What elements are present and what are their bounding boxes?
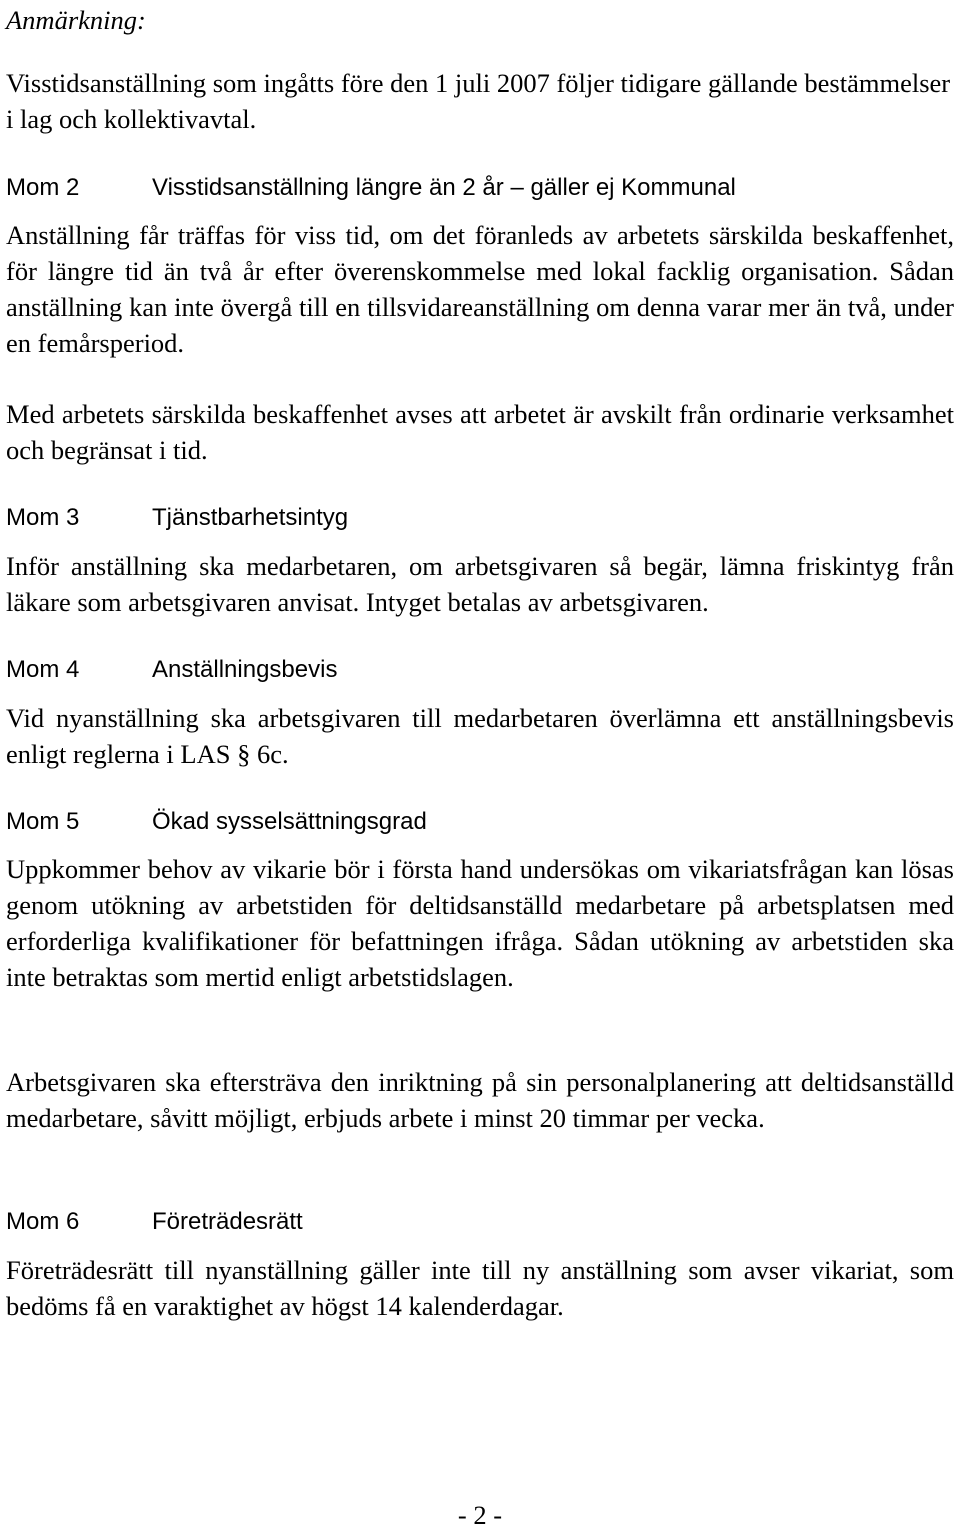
- section-heading-mom3: [6, 500, 348, 536]
- note-title: Anmärkning:: [6, 5, 146, 35]
- section-heading-mom2: [6, 170, 736, 206]
- section-number: Mom 2: [6, 174, 80, 201]
- section-title: Anställningsbevis: [152, 656, 338, 683]
- section-paragraph: Uppkommer behov av vikarie bör i första hand undersökas om vikariatsfrågan kan lösas genom utökning av arbetstiden för deltidsanställd medarbetare på arbetsplatsen med erforderliga kvalifikationer för befattningen ifråga. Sådan utökning av arbetstiden ska inte betraktas som mertid enligt arbetstidslagen.: [6, 854, 954, 992]
- section-number: Mom 4: [6, 656, 80, 683]
- note-text: Visstidsanställning som ingåtts före den 1 juli 2007 följer tidigare gällande bestämmelser i lag och kollektivavtal.: [6, 68, 951, 134]
- section-number: Mom 6: [6, 1208, 80, 1235]
- section-paragraph: Vid nyanställning ska arbetsgivaren till medarbetaren överlämna ett anställningsbevis enligt reglerna i LAS § 6c.: [6, 703, 954, 769]
- section-title: Visstidsanställning längre än 2 år – gäller ej Kommunal: [152, 174, 736, 201]
- section-heading-mom6: [6, 1204, 303, 1240]
- section-number: Mom 3: [6, 504, 80, 531]
- section-paragraph: Inför anställning ska medarbetaren, om arbetsgivaren så begär, lämna friskintyg från läkare som arbetsgivaren anvisat. Intyget betalas av arbetsgivaren.: [6, 551, 954, 617]
- section-paragraph: Arbetsgivaren ska eftersträva den inriktning på sin personalplanering att deltidsanställd medarbetare, såvitt möjligt, erbjuds arbete i minst 20 timmar per vecka.: [6, 1067, 954, 1133]
- section-number: Mom 5: [6, 808, 80, 835]
- section-heading-mom4: [6, 652, 337, 688]
- section-title: Tjänstbarhetsintyg: [152, 504, 349, 531]
- section-title: Företrädesrätt: [152, 1208, 303, 1235]
- page-number: - 2 -: [457, 1500, 503, 1530]
- section-paragraph: Företrädesrätt till nyanställning gäller inte till ny anställning som avser vikariat, som bedöms få en varaktighet av högst 14 kalenderdagar.: [6, 1255, 954, 1321]
- section-title: Ökad sysselsättningsgrad: [152, 808, 427, 835]
- section-heading-mom5: [6, 804, 427, 840]
- section-paragraph: Med arbetets särskilda beskaffenhet avses att arbetet är avskilt från ordinarie verksamhet och begränsat i tid.: [6, 399, 954, 465]
- section-paragraph: Anställning får träffas för viss tid, om det föranleds av arbetets särskilda beskaffenhet, för längre tid än två år efter överenskommelse med lokal facklig organisation. Sådan anställning kan inte övergå till en tillsvidareanställning om denna varar mer än två, under en femårsperiod.: [6, 220, 954, 358]
